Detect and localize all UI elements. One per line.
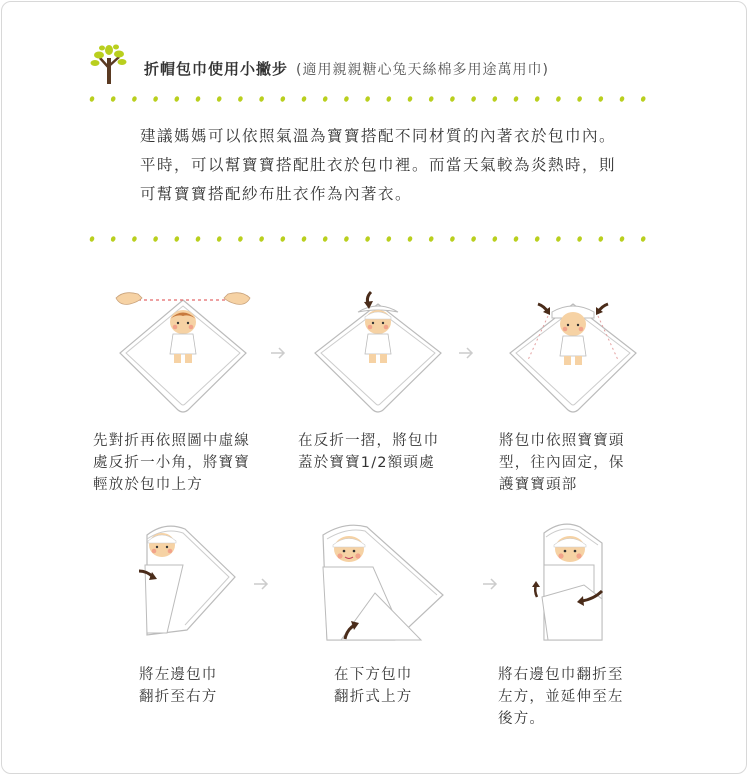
caption-line: 護寶寶頭部 bbox=[499, 477, 578, 493]
leaf-dot bbox=[343, 236, 349, 243]
caption-line: 在反折一摺，將包巾 bbox=[298, 433, 440, 449]
caption-line: 先對折再依照圖中虛線 bbox=[93, 433, 250, 449]
step-6-illustration bbox=[522, 515, 632, 650]
leaf-dot bbox=[619, 236, 625, 243]
caption-line: 翻折式上方 bbox=[334, 689, 413, 705]
step-6-caption bbox=[498, 664, 658, 730]
leaf-dot bbox=[555, 236, 561, 243]
leaf-dot bbox=[343, 96, 349, 103]
caption-line: 蓋於寶寶1/2額頭處 bbox=[298, 455, 435, 471]
leaf-dot bbox=[449, 96, 455, 103]
leaf-dot bbox=[619, 96, 625, 103]
leaf-dot bbox=[174, 236, 180, 243]
leaf-dot bbox=[174, 96, 180, 103]
leaf-dot bbox=[576, 96, 582, 103]
leaf-dot bbox=[89, 96, 95, 103]
leaf-dot bbox=[131, 96, 137, 103]
next-arrow-icon bbox=[253, 577, 269, 591]
leaf-dot bbox=[386, 96, 392, 103]
next-arrow-icon bbox=[270, 346, 286, 360]
leaf-dot bbox=[195, 236, 201, 243]
caption-line: 後方。 bbox=[498, 711, 546, 727]
leaf-dot bbox=[152, 96, 158, 103]
leaf-dot bbox=[110, 96, 116, 103]
right-hand-icon bbox=[224, 293, 250, 305]
step-3-illustration bbox=[498, 282, 648, 422]
step-4-illustration bbox=[125, 515, 255, 645]
leaf-dot bbox=[322, 236, 328, 243]
dotted-divider-bottom bbox=[88, 235, 663, 243]
leaf-dot bbox=[534, 236, 540, 243]
leaf-dot bbox=[449, 236, 455, 243]
leaf-dot bbox=[386, 236, 392, 243]
caption-line: 將包巾依照寶寶頭 bbox=[499, 433, 625, 449]
caption-line: 處反折一小角，將寶寶 bbox=[93, 455, 250, 471]
leaf-dot bbox=[237, 96, 243, 103]
intro-paragraph: 建議媽媽可以依照氣溫為寶寶搭配不同材質的內著衣於包巾內。平時，可以幫寶寶搭配肚衣於包巾裡。而當天氣較為炎熱時，則可幫寶寶搭配紗布肚衣作為內著衣。 bbox=[140, 127, 617, 203]
leaf-dot bbox=[407, 236, 413, 243]
leaf-dot bbox=[258, 236, 264, 243]
page-title bbox=[144, 58, 549, 79]
leaf-dot bbox=[301, 236, 307, 243]
leaf-dot bbox=[280, 96, 286, 103]
leaf-dot bbox=[598, 96, 604, 103]
leaf-dot bbox=[407, 96, 413, 103]
title-text: 折帽包巾使用小撇步 bbox=[144, 60, 289, 78]
step-5-caption bbox=[334, 664, 454, 708]
leaf-dot bbox=[513, 236, 519, 243]
dotted-divider-top bbox=[88, 95, 663, 103]
leaf-dot bbox=[576, 236, 582, 243]
caption-line: 翻折至右方 bbox=[139, 689, 218, 705]
leaf-dot bbox=[640, 236, 646, 243]
leaf-dot bbox=[195, 96, 201, 103]
caption-line: 將左邊包巾 bbox=[139, 667, 218, 683]
next-arrow-icon bbox=[482, 577, 498, 591]
step-3-caption bbox=[499, 430, 659, 496]
step-1-illustration bbox=[108, 282, 258, 422]
leaf-dot bbox=[322, 96, 328, 103]
leaf-dot bbox=[110, 236, 116, 243]
step-2-illustration bbox=[303, 282, 453, 422]
leaf-dot bbox=[598, 236, 604, 243]
step-2-caption bbox=[298, 430, 468, 474]
leaf-dot bbox=[555, 96, 561, 103]
leaf-dot bbox=[89, 236, 95, 243]
tree-icon bbox=[88, 44, 132, 84]
leaf-dot bbox=[470, 96, 476, 103]
leaf-dot bbox=[428, 236, 434, 243]
leaf-dot bbox=[364, 236, 370, 243]
leaf-dot bbox=[131, 236, 137, 243]
caption-line: 在下方包巾 bbox=[334, 667, 413, 683]
leaf-dot bbox=[428, 96, 434, 103]
leaf-dot bbox=[534, 96, 540, 103]
leaf-dot bbox=[280, 236, 286, 243]
leaf-dot bbox=[513, 96, 519, 103]
leaf-dot bbox=[237, 236, 243, 243]
caption-line: 將右邊包巾翻折至 bbox=[498, 667, 624, 683]
leaf-dot bbox=[258, 96, 264, 103]
leaf-dot bbox=[216, 236, 222, 243]
step-1-caption bbox=[93, 430, 278, 496]
leaf-dot bbox=[470, 236, 476, 243]
leaf-dot bbox=[364, 96, 370, 103]
leaf-dot bbox=[492, 96, 498, 103]
caption-line: 型，往內固定，保 bbox=[499, 455, 625, 471]
left-hand-icon bbox=[116, 293, 142, 305]
caption-line: 左方，並延伸至左 bbox=[498, 689, 624, 705]
leaf-dot bbox=[301, 96, 307, 103]
subtitle-text: (適用親親糖心兔天絲棉多用途萬用巾) bbox=[296, 62, 549, 78]
step-5-illustration bbox=[305, 515, 455, 650]
leaf-dot bbox=[152, 236, 158, 243]
leaf-dot bbox=[640, 96, 646, 103]
step-4-caption bbox=[139, 664, 259, 708]
next-arrow-icon bbox=[458, 346, 474, 360]
leaf-dot bbox=[216, 96, 222, 103]
caption-line: 輕放於包巾上方 bbox=[93, 477, 203, 493]
leaf-dot bbox=[492, 236, 498, 243]
